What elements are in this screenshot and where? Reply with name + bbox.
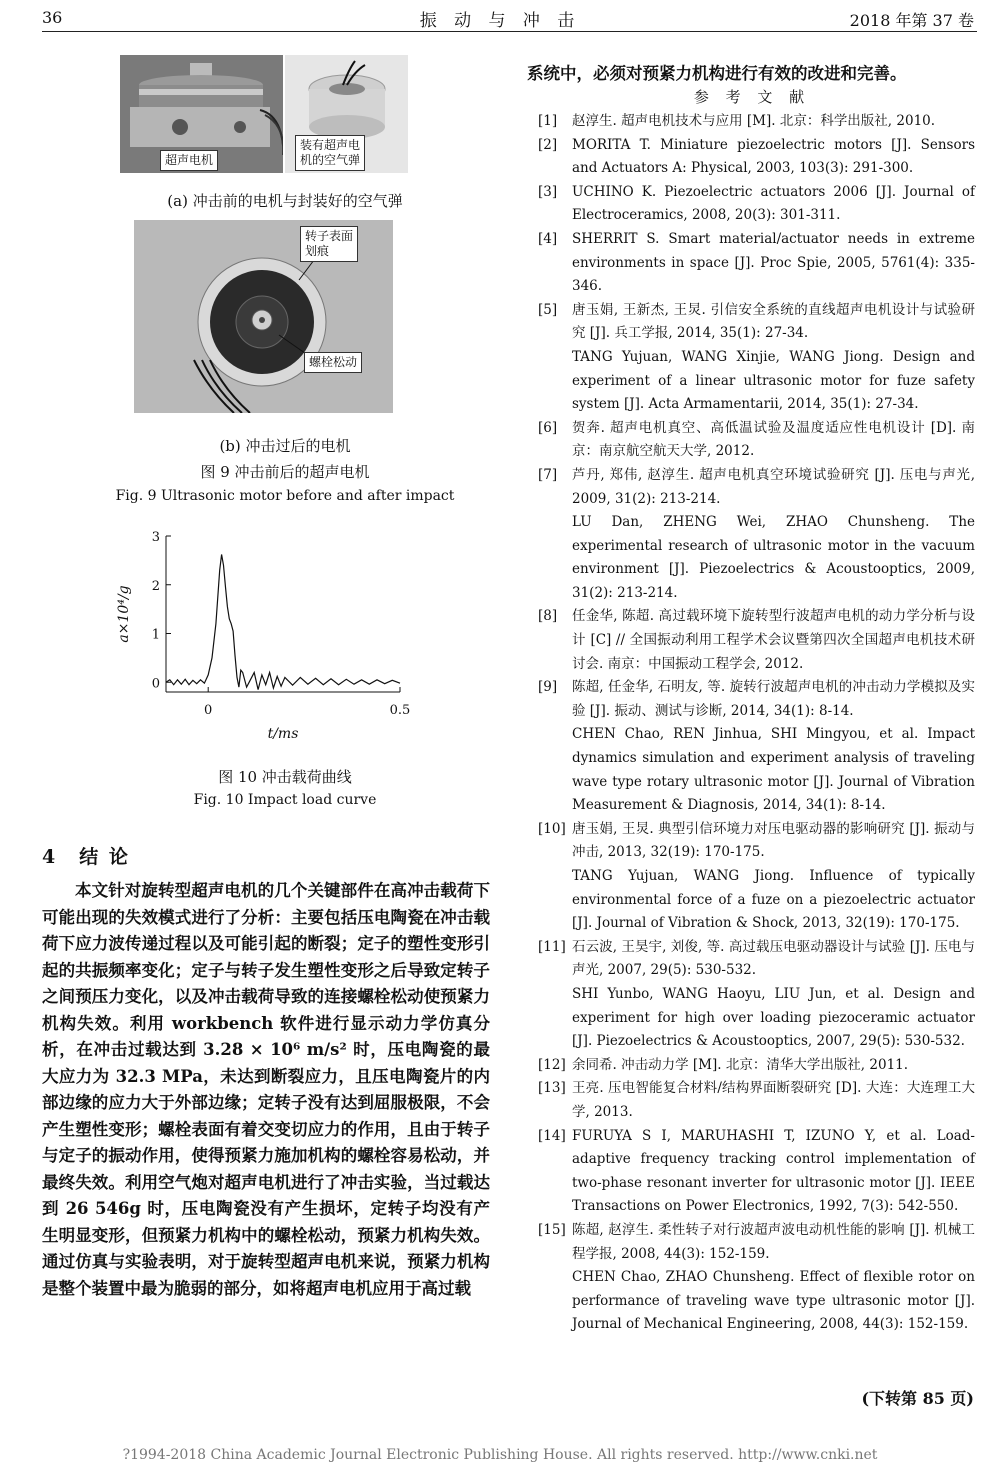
journal-volume: 2018 年第 37 卷 [849, 11, 974, 30]
reference-text: 贺奔. 超声电机真空、高低温试验及温度适应性电机设计 [D]. 南京：南京航空航天大学, 2012. [572, 419, 975, 460]
reference-item [538, 1054, 975, 1078]
airgun-photo [285, 55, 408, 173]
motor-label: 超声电机 [160, 150, 218, 171]
figure10-caption-en: Fig. 10 Impact load curve [193, 792, 377, 808]
reference-item [538, 417, 975, 464]
reference-text-en: SHI Yunbo, WANG Haoyu, LIU Jun, et al. Design and experiment for high over loading piezoceramic actuator [J]. Piezoelectrics & Acoustooptics, 2007, 29(5): 530-532. [572, 985, 975, 1050]
reference-text: MORITA T. Miniature piezoelectric motors [J]. Sensors and Actuators A: Physical, 2003, 103(3): 291-300. [572, 136, 975, 177]
impact-load-chart [110, 522, 430, 760]
motor-after-impact-photo [134, 220, 393, 413]
airgun-label: 装有超声电 机的空气弹 [295, 135, 365, 171]
reference-item [538, 181, 975, 228]
figure9-caption-en: Fig. 9 Ultrasonic motor before and after impact [115, 488, 455, 504]
section-heading [42, 842, 152, 869]
reference-number: [7] [538, 466, 558, 483]
reference-number: [14] [538, 1127, 566, 1144]
reference-number: [2] [538, 136, 558, 153]
reference-text: 任金华, 陈超. 高过载环境下旋转型行波超声电机的动力学分析与设计 [C] // 全国振动利用工程学术会议暨第四次全国超声电机技术研讨会. 南京：中国振动工程学会, 2012. [572, 608, 975, 672]
chart-x-label: t/ms [267, 726, 299, 742]
reference-number: [8] [538, 608, 558, 625]
y-tick-label: 3 [151, 530, 160, 545]
reference-number: [9] [538, 679, 558, 696]
reference-item [538, 110, 975, 134]
reference-text: FURUYA S I, MARUHASHI T, IZUNO Y, et al. Load-adaptive frequency tracking control implementation of two-phase resonant inverter for ultrasonic motor [J]. IEEE Transactions on Power Electronics, 1992, 7(3): 542-550. [572, 1127, 975, 1215]
references-title: 参 考 文 献 [693, 88, 811, 106]
reference-text: 王亮. 压电智能复合材料/结构界面断裂研究 [D]. 大连：大连理工大学, 2013. [572, 1080, 975, 1120]
reference-item [538, 676, 975, 818]
reference-item [538, 1125, 975, 1219]
reference-item [538, 464, 975, 606]
reference-item [538, 1077, 975, 1124]
reference-text: 陈超, 赵淳生. 柔性转子对行波超声波电动机性能的影响 [J]. 机械工程学报, 2008, 44(3): 152-159. [572, 1221, 975, 1262]
chart-ticks [152, 530, 411, 718]
references-list [538, 110, 975, 1337]
figure9b-caption: (b) 冲击过后的电机 [219, 437, 351, 455]
continued-note: (下转第 85 页) [861, 1389, 974, 1408]
chart-series [166, 555, 400, 690]
reference-item [538, 299, 975, 417]
reference-item [538, 1219, 975, 1337]
reference-number: [15] [538, 1221, 566, 1238]
y-tick-label: 1 [151, 627, 160, 643]
reference-number: [1] [538, 113, 558, 129]
figure9a-caption: (a) 冲击前的电机与封装好的空气弹 [167, 192, 403, 210]
reference-number: [3] [538, 183, 558, 200]
reference-text-en: CHEN Chao, REN Jinhua, SHI Mingyou, et al. Impact dynamics simulation and experiment analysis of traveling wave type rotary ultrasonic motor [J]. Journal of Vibration Measurement & Diagnosis, 2014, 34(1): 8-14. [572, 726, 975, 814]
chart-y-label: a×10⁴/g [116, 585, 132, 643]
y-tick-label: 2 [151, 578, 160, 594]
reference-text-en: TANG Yujuan, WANG Jiong. Influence of typically environmental force of a fuze on a piezoelectric actuator [J]. Journal of Vibration & Shock, 2013, 32(19): 170-175. [572, 868, 975, 932]
reference-item [538, 605, 975, 676]
reference-text-en: LU Dan, ZHENG Wei, ZHAO Chunsheng. The experimental research of ultrasonic motor in the vacuum environment [J]. Piezoelectrics & Acoustooptics, 2009, 31(2): 213-214. [572, 514, 975, 601]
impact-load-line [166, 555, 400, 690]
figure9-caption-cn: 图 9 冲击前后的超声电机 [200, 463, 370, 481]
reference-number: [12] [538, 1056, 566, 1073]
reference-text-en: CHEN Chao, ZHAO Chunsheng. Effect of flexible rotor on performance of traveling wave type ultrasonic motor [J]. Journal of Mechanical Engineering, 2008, 44(3): 152-159. [572, 1269, 975, 1333]
conclusion-text: 本文针对旋转型超声电机的几个关键部件在高冲击载荷下可能出现的失效模式进行了分析：主要包括压电陶瓷在冲击载荷下应力波传递过程以及可能引起的断裂；定子的塑性变形引起的共振频率变化；定子与转子发生塑性变形之后导致定转子之间预压力变化，以及冲击载荷导致的连接螺栓松动使预紧力机构失效。利用 workbench 软件进行显示动力学仿真分析，在冲击过载达到 3.28 × 10⁶ m/s² 时，压电陶瓷的最大应力为 32.3 MPa，未达到断裂应力，且压电陶瓷片的内部边缘的应力大于外部边缘；定转子没有达到屈服极限，不会产生塑性变形；螺栓表面有着交变切应力的作用，且由于转子与定子的振动作用，使得预紧力施加机构的螺栓容易松动，并最终失效。利用空气炮对超声电机进行了冲击实验，当过载达到 26 546g 时，压电陶瓷没有产生损坏，定转子均没有产生明显变形，但预紧力机构中的螺栓松动，预紧力机构失效。通过仿真与实验表明，对于旋转型超声电机来说，预紧力机构是整个装置中最为脆弱的部分，如将超声电机应用于高过载 [42, 881, 490, 1298]
reference-item [538, 936, 975, 1054]
conclusion-paragraph [42, 878, 490, 1302]
section-number: 4 [42, 846, 58, 868]
reference-text: 石云波, 王昊宇, 刘俊, 等. 高过载压电驱动器设计与试验 [J]. 压电与声光, 2007, 29(5): 530-532. [572, 938, 975, 979]
reference-item [538, 134, 975, 181]
chart-axes [166, 536, 400, 692]
reference-text: 余同希. 冲击动力学 [M]. 北京：清华大学出版社, 2011. [572, 1056, 909, 1073]
reference-number: [13] [538, 1080, 566, 1097]
reference-number: [4] [538, 230, 558, 247]
journal-title: 振 动 与 冲 击 [419, 11, 581, 31]
reference-text-en: TANG Yujuan, WANG Xinjie, WANG Jiong. Design and experiment of a linear ultrasonic motor for fuze safety system [J]. Acta Armamentarii, 2014, 35(1): 27-34. [572, 348, 975, 413]
section-title: 结 论 [79, 846, 130, 868]
bolt-loose-label: 螺栓松动 [304, 352, 362, 373]
reference-text: 唐玉娟, 王炅. 典型引信环境力对压电驱动器的影响研究 [J]. 振动与冲击, 2013, 32(19): 170-175. [572, 820, 975, 861]
reference-text: 陈超, 任金华, 石明友, 等. 旋转行波超声电机的冲击动力学模拟及实验 [J]. 振动、测试与诊断, 2014, 34(1): 8-14. [572, 679, 975, 719]
reference-item [538, 228, 975, 299]
scratch-label: 转子表面 划痕 [300, 226, 358, 262]
copyright-footer: ?1994-2018 China Academic Journal Electronic Publishing House. All rights reserved. http://www.cnki.net [122, 1447, 878, 1463]
reference-text: 赵淳生. 超声电机技术与应用 [M]. 北京：科学出版社, 2010. [572, 113, 936, 129]
reference-number: [6] [538, 419, 558, 436]
reference-number: [10] [538, 820, 566, 837]
reference-text: 芦丹, 郑伟, 赵淳生. 超声电机真空环境试验研究 [J]. 压电与声光, 2009, 31(2): 213-214. [572, 466, 975, 507]
reference-text: UCHINO K. Piezoelectric actuators 2006 [J]. Journal of Electroceramics, 2008, 20(3): 301-311. [572, 183, 975, 224]
page-number: 36 [42, 8, 63, 27]
reference-text: 唐玉娟, 王新杰, 王炅. 引信安全系统的直线超声电机设计与试验研究 [J]. 兵工学报, 2014, 35(1): 27-34. [572, 301, 975, 342]
motor-photo [120, 55, 283, 173]
header-rule [42, 31, 977, 32]
continuation-text: 系统中，必须对预紧力机构进行有效的改进和完善。 [527, 64, 907, 83]
x-tick-label: 0.5 [389, 703, 411, 718]
figure10-caption-cn: 图 10 冲击载荷曲线 [218, 768, 352, 786]
reference-number: [11] [538, 938, 566, 955]
y-tick-label: 0 [151, 676, 160, 692]
reference-text: SHERRIT S. Smart material/actuator needs in extreme environments in space [J]. Proc Spie, 2005, 5761(4): 335-346. [572, 230, 975, 295]
reference-item [538, 818, 975, 936]
x-tick-label: 0 [204, 703, 213, 718]
reference-number: [5] [538, 301, 558, 318]
